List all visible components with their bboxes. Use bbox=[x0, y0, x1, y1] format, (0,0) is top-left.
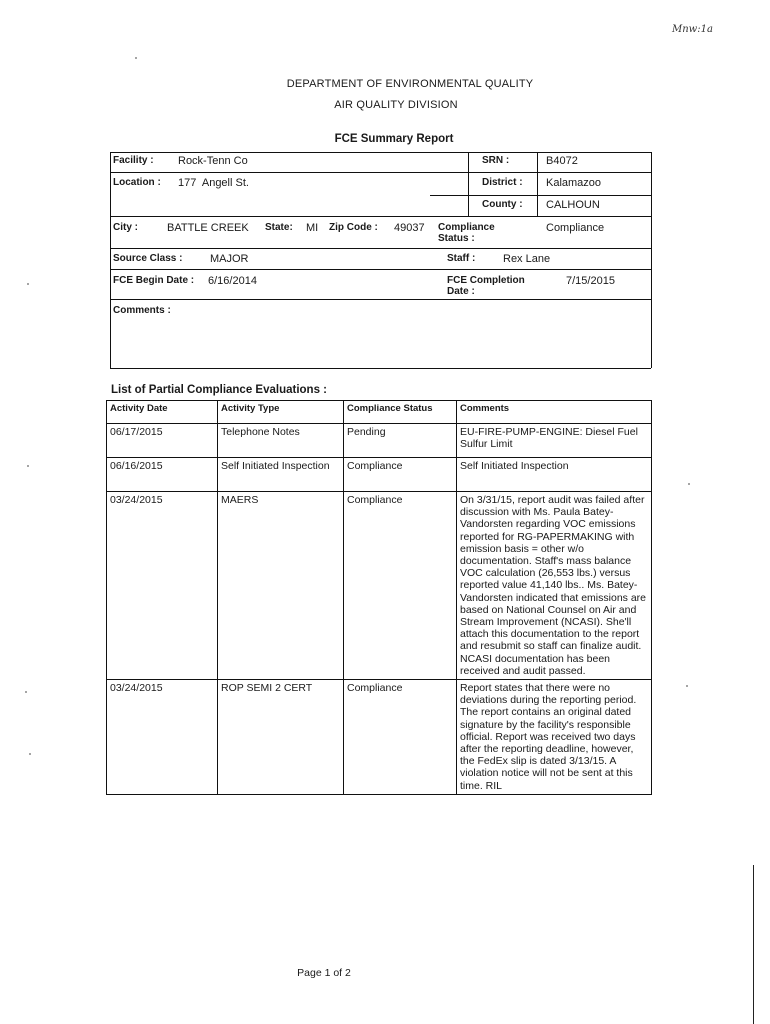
table-row bbox=[107, 458, 652, 492]
facility-label: Facility : bbox=[113, 155, 154, 166]
srn-label: SRN : bbox=[482, 155, 510, 166]
zip-value: 49037 bbox=[394, 222, 425, 234]
location-value: 177 Angell St. bbox=[178, 177, 249, 189]
page-number: Page 1 of 2 bbox=[297, 967, 351, 979]
division-title: AIR QUALITY DIVISION bbox=[334, 99, 458, 111]
district-label: District : bbox=[482, 177, 523, 188]
scan-speck bbox=[27, 283, 29, 285]
completion-date-label-line2: Date : bbox=[447, 286, 475, 297]
completion-date-value: 7/15/2015 bbox=[566, 275, 615, 287]
scan-speck bbox=[688, 483, 690, 485]
city-value: BATTLE CREEK bbox=[167, 222, 249, 234]
source-class-label: Source Class : bbox=[113, 253, 183, 264]
compliance-status-cell: Compliance bbox=[344, 458, 457, 492]
comments-cell: Report states that there were no deviations during the reporting period. The report contains an original dated signature by the facility's responsible official. Report was received two days after the reporting deadline, however, the FedEx slip is dated 3/13/15. A violation notice will not be sent at this time. RIL bbox=[457, 680, 652, 795]
state-value: MI bbox=[306, 222, 319, 234]
completion-date-label: FCE Completion bbox=[447, 275, 525, 286]
zip-label: Zip Code : bbox=[329, 222, 378, 233]
facility-value: Rock-Tenn Co bbox=[178, 155, 248, 167]
column-header-compliance-status: Compliance Status bbox=[344, 401, 457, 424]
city-label: City : bbox=[113, 222, 138, 233]
activity-type-cell: Self Initiated Inspection bbox=[218, 458, 344, 492]
begin-date-value: 6/16/2014 bbox=[208, 275, 257, 287]
district-value: Kalamazoo bbox=[546, 177, 602, 189]
comments-cell: On 3/31/15, report audit was failed after discussion with Ms. Paula Batey-Vandorsten regarding VOC emissions reported for RG-PAPERMAKING with emission basis = other w/o documentation. Staff's mass balance VOC calculation (26,553 lbs.) versus reported value 41,140 lbs.. Ms. Batey-Vandorsten indicated that emissions are based on National Counsel on Air and Stream Improvement (NCASI). She'll attach this documentation to the report and resubmit so staff can finalize audit. NCASI documentation has been received and audit passed. bbox=[457, 492, 652, 680]
staff-label: Staff : bbox=[447, 253, 476, 264]
activity-type-cell: ROP SEMI 2 CERT bbox=[218, 680, 344, 795]
table-row bbox=[107, 680, 652, 795]
activity-type-cell: Telephone Notes bbox=[218, 424, 344, 458]
activity-type-cell: MAERS bbox=[218, 492, 344, 680]
column-header-activity-type: Activity Type bbox=[218, 401, 344, 424]
pce-header-row bbox=[107, 401, 652, 424]
compliance-status-cell: Pending bbox=[344, 424, 457, 458]
scan-speck bbox=[25, 691, 27, 693]
compliance-status-cell: Compliance bbox=[344, 492, 457, 680]
activity-date-cell: 06/16/2015 bbox=[107, 458, 218, 492]
compliance-status-label-line2: Status : bbox=[438, 233, 475, 244]
srn-value: B4072 bbox=[546, 155, 578, 167]
activity-date-cell: 06/17/2015 bbox=[107, 424, 218, 458]
scan-speck bbox=[686, 685, 688, 687]
county-value: CALHOUN bbox=[546, 199, 600, 211]
comments-cell: EU-FIRE-PUMP-ENGINE: Diesel Fuel Sulfur Limit bbox=[457, 424, 652, 458]
state-label: State: bbox=[265, 222, 293, 233]
scan-edge-line bbox=[753, 865, 754, 1024]
comments-label: Comments : bbox=[113, 305, 171, 316]
county-label: County : bbox=[482, 199, 523, 210]
pce-table bbox=[106, 400, 652, 795]
staff-value: Rex Lane bbox=[503, 253, 551, 265]
location-label: Location : bbox=[113, 177, 161, 188]
scan-speck bbox=[135, 57, 137, 59]
compliance-status-cell: Compliance bbox=[344, 680, 457, 795]
table-row bbox=[107, 492, 652, 680]
column-header-comments: Comments bbox=[457, 401, 652, 424]
begin-date-label: FCE Begin Date : bbox=[113, 275, 195, 286]
activity-date-cell: 03/24/2015 bbox=[107, 492, 218, 680]
pce-section-title: List of Partial Compliance Evaluations : bbox=[111, 384, 327, 396]
compliance-status-label: Compliance bbox=[438, 222, 495, 233]
activity-date-cell: 03/24/2015 bbox=[107, 680, 218, 795]
handwritten-note: Mnw:1a bbox=[672, 24, 713, 35]
table-row bbox=[107, 424, 652, 458]
source-class-value: MAJOR bbox=[210, 253, 249, 265]
scan-speck bbox=[29, 753, 31, 755]
comments-cell: Self Initiated Inspection bbox=[457, 458, 652, 492]
department-title: DEPARTMENT OF ENVIRONMENTAL QUALITY bbox=[286, 78, 534, 90]
report-title: FCE Summary Report bbox=[334, 133, 454, 145]
scan-speck bbox=[27, 465, 29, 467]
column-header-activity-date: Activity Date bbox=[107, 401, 218, 424]
compliance-status-value: Compliance bbox=[546, 222, 605, 234]
